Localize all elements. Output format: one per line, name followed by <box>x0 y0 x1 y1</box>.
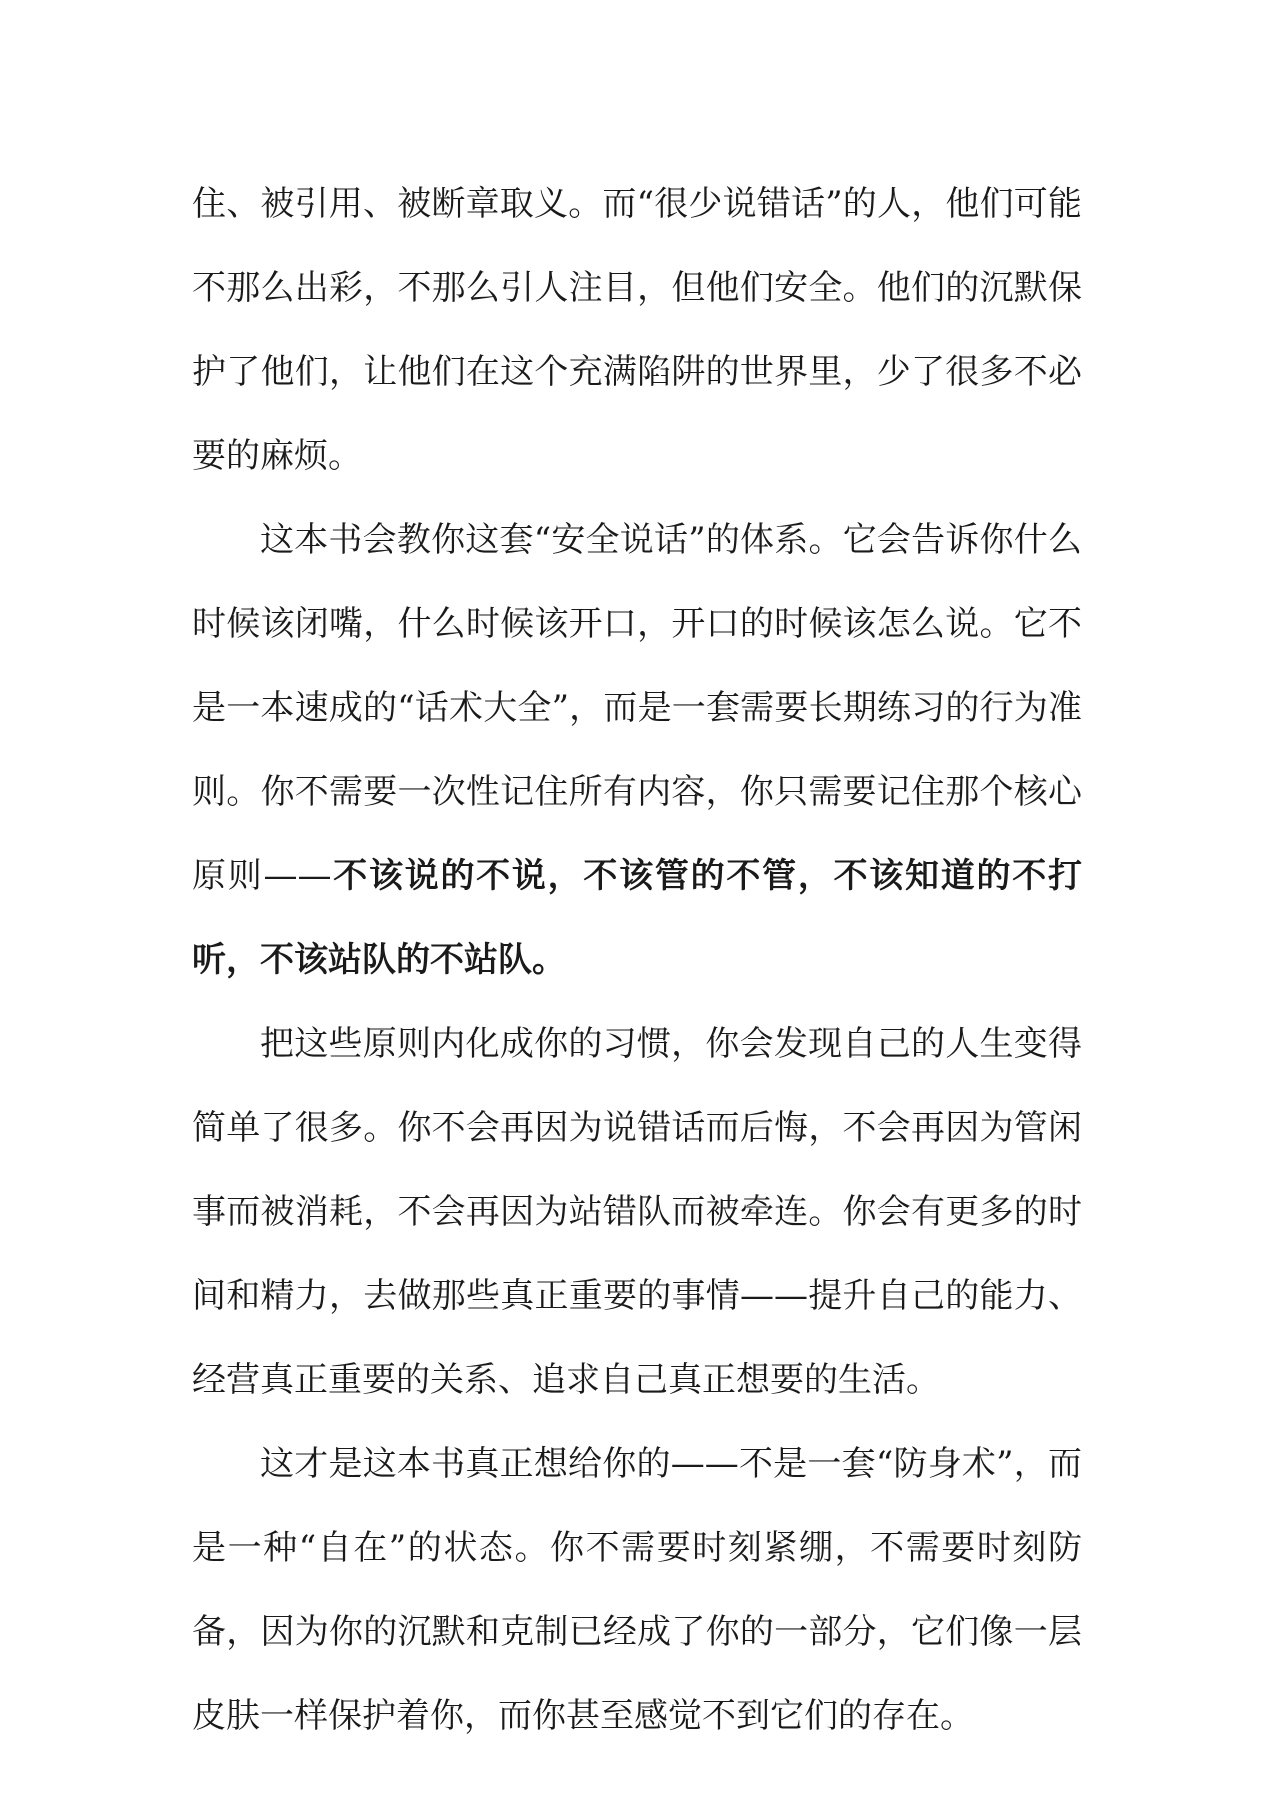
body-text <box>192 162 1082 1758</box>
paragraph-3: 把这些原则内化成你的习惯，你会发现自己的人生变得简单了很多。你不会再因为说错话而后悔，不会再因为管闲事而被消耗，不会再因为站错队而被牵连。你会有更多的时间和精力，去做那些真正重要的事情——提升自己的能力、经营真正重要的关系、追求自己真正想要的生活。 <box>192 1024 1082 1400</box>
paragraph-4: 这才是这本书真正想给你的——不是一套“防身术”，而是一种“自在”的状态。你不需要时刻紧绷，不需要时刻防备，因为你的沉默和克制已经成了你的一部分，它们像一层皮肤一样保护着你，而你甚至感觉不到它们的存在。 <box>192 1444 1082 1736</box>
paragraph-2 <box>192 498 1082 1002</box>
paragraph-2-bold-principle: 不该说的不说，不该管的不管，不该知道的不打听，不该站队的不站队。 <box>192 856 1083 980</box>
paragraph-1: 住、被引用、被断章取义。而“很少说错话”的人，他们可能不那么出彩，不那么引人注目，但他们安全。他们的沉默保护了他们，让他们在这个充满陷阱的世界里，少了很多不必要的麻烦。 <box>192 184 1082 476</box>
paragraph-2-text: 这本书会教你这套“安全说话”的体系。它会告诉你什么时候该闭嘴，什么时候该开口，开口的时候该怎么说。它不是一本速成的“话术大全”，而是一套需要长期练习的行为准则。你不需要一次性记住所有内容，你只需要记住那个核心原则—— <box>192 520 1082 896</box>
